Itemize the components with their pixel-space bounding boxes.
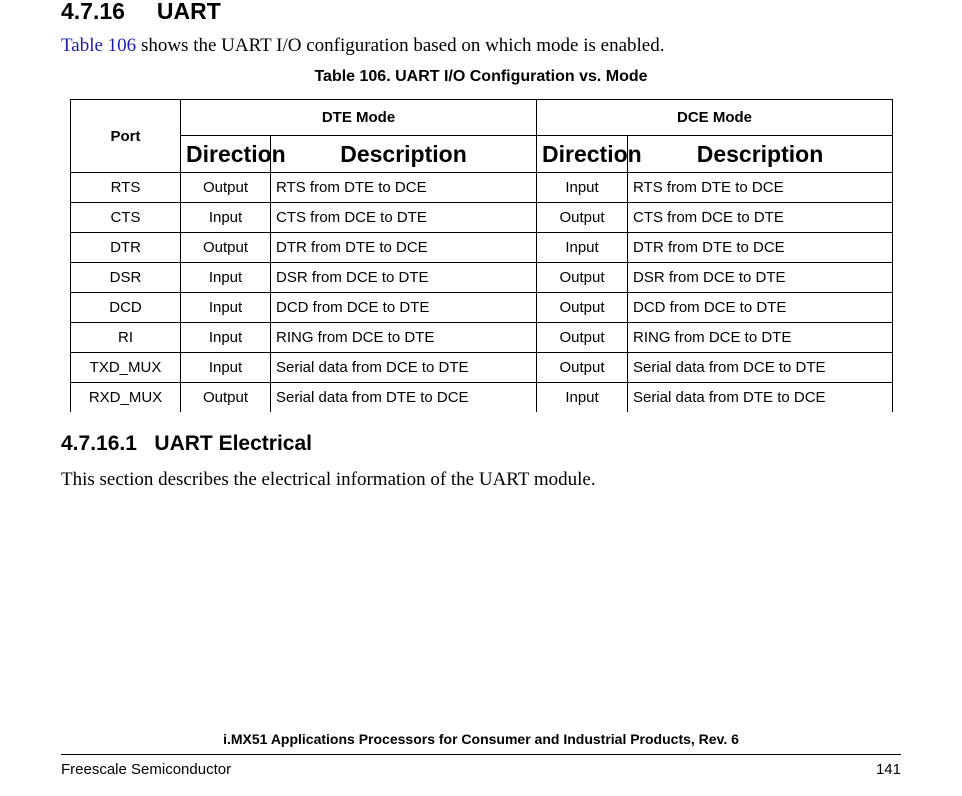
table-row xyxy=(71,323,893,353)
table-row xyxy=(71,233,893,263)
cell-port: RI xyxy=(71,323,181,353)
subsection-title: UART Electrical xyxy=(154,432,312,455)
cell-port: RXD_MUX xyxy=(71,383,181,413)
cell-port: TXD_MUX xyxy=(71,353,181,383)
cell-dte-description: RTS from DTE to DCE xyxy=(271,173,537,203)
cell-dce-direction: Output xyxy=(537,353,628,383)
cell-dte-direction: Output xyxy=(181,233,271,263)
header-dte-direction: Direction xyxy=(181,136,271,173)
cell-dce-description: RTS from DTE to DCE xyxy=(628,173,893,203)
cell-dce-direction: Output xyxy=(537,203,628,233)
cell-dte-description: DSR from DCE to DTE xyxy=(271,263,537,293)
cell-dte-direction: Input xyxy=(181,353,271,383)
cell-dce-direction: Input xyxy=(537,383,628,413)
cell-dte-description: CTS from DCE to DTE xyxy=(271,203,537,233)
cell-dte-description: DTR from DTE to DCE xyxy=(271,233,537,263)
cell-dte-direction: Input xyxy=(181,263,271,293)
cell-dte-description: RING from DCE to DTE xyxy=(271,323,537,353)
table-row xyxy=(71,383,893,413)
cell-dte-direction: Input xyxy=(181,323,271,353)
cell-dce-direction: Output xyxy=(537,323,628,353)
cell-dce-description: CTS from DCE to DTE xyxy=(628,203,893,233)
cell-dce-direction: Output xyxy=(537,293,628,323)
intro-text: shows the UART I/O configuration based on which mode is enabled. xyxy=(136,35,665,56)
cell-port: CTS xyxy=(71,203,181,233)
footer-company: Freescale Semiconductor xyxy=(61,761,232,778)
cell-dce-description: DCD from DCE to DTE xyxy=(628,293,893,323)
footer-divider xyxy=(61,754,901,755)
cell-dce-description: RING from DCE to DTE xyxy=(628,323,893,353)
table-row xyxy=(71,293,893,323)
table-link[interactable]: Table 106 xyxy=(61,35,137,56)
cell-dce-description: Serial data from DCE to DTE xyxy=(628,353,893,383)
table-row xyxy=(71,173,893,203)
cell-dte-direction: Input xyxy=(181,293,271,323)
table-caption: Table 106. UART I/O Configuration vs. Mode xyxy=(314,68,648,85)
cell-dte-description: Serial data from DTE to DCE xyxy=(271,383,537,413)
cell-port: DCD xyxy=(71,293,181,323)
cell-dce-description: DSR from DCE to DTE xyxy=(628,263,893,293)
cell-dte-direction: Input xyxy=(181,203,271,233)
cell-dce-description: DTR from DTE to DCE xyxy=(628,233,893,263)
cell-dte-description: DCD from DCE to DTE xyxy=(271,293,537,323)
section-heading xyxy=(61,0,221,25)
page-number: 141 xyxy=(875,761,901,778)
table-row xyxy=(71,353,893,383)
subsection-heading xyxy=(61,432,312,456)
cell-dte-direction: Output xyxy=(181,383,271,413)
header-dce-description: Description xyxy=(628,136,893,173)
cell-dce-direction: Output xyxy=(537,263,628,293)
subsection-number: 4.7.16.1 xyxy=(61,432,137,455)
intro-paragraph xyxy=(61,35,665,57)
section-number: 4.7.16 xyxy=(61,0,125,24)
header-dte-mode: DTE Mode xyxy=(181,100,537,136)
footer-doc-title: i.MX51 Applications Processors for Consumer and Industrial Products, Rev. 6 xyxy=(223,731,739,747)
subsection-body: This section describes the electrical information of the UART module. xyxy=(61,469,596,490)
header-dce-mode: DCE Mode xyxy=(537,100,893,136)
cell-port: DTR xyxy=(71,233,181,263)
uart-io-table xyxy=(70,99,893,412)
cell-port: DSR xyxy=(71,263,181,293)
table-row xyxy=(71,203,893,233)
section-title: UART xyxy=(156,0,221,24)
cell-dce-description: Serial data from DTE to DCE xyxy=(628,383,893,413)
cell-port: RTS xyxy=(71,173,181,203)
header-dte-description: Description xyxy=(271,136,537,173)
header-port: Port xyxy=(71,100,181,173)
header-dce-direction: Direction xyxy=(537,136,628,173)
cell-dte-description: Serial data from DCE to DTE xyxy=(271,353,537,383)
cell-dte-direction: Output xyxy=(181,173,271,203)
table-row xyxy=(71,263,893,293)
cell-dce-direction: Input xyxy=(537,233,628,263)
cell-dce-direction: Input xyxy=(537,173,628,203)
